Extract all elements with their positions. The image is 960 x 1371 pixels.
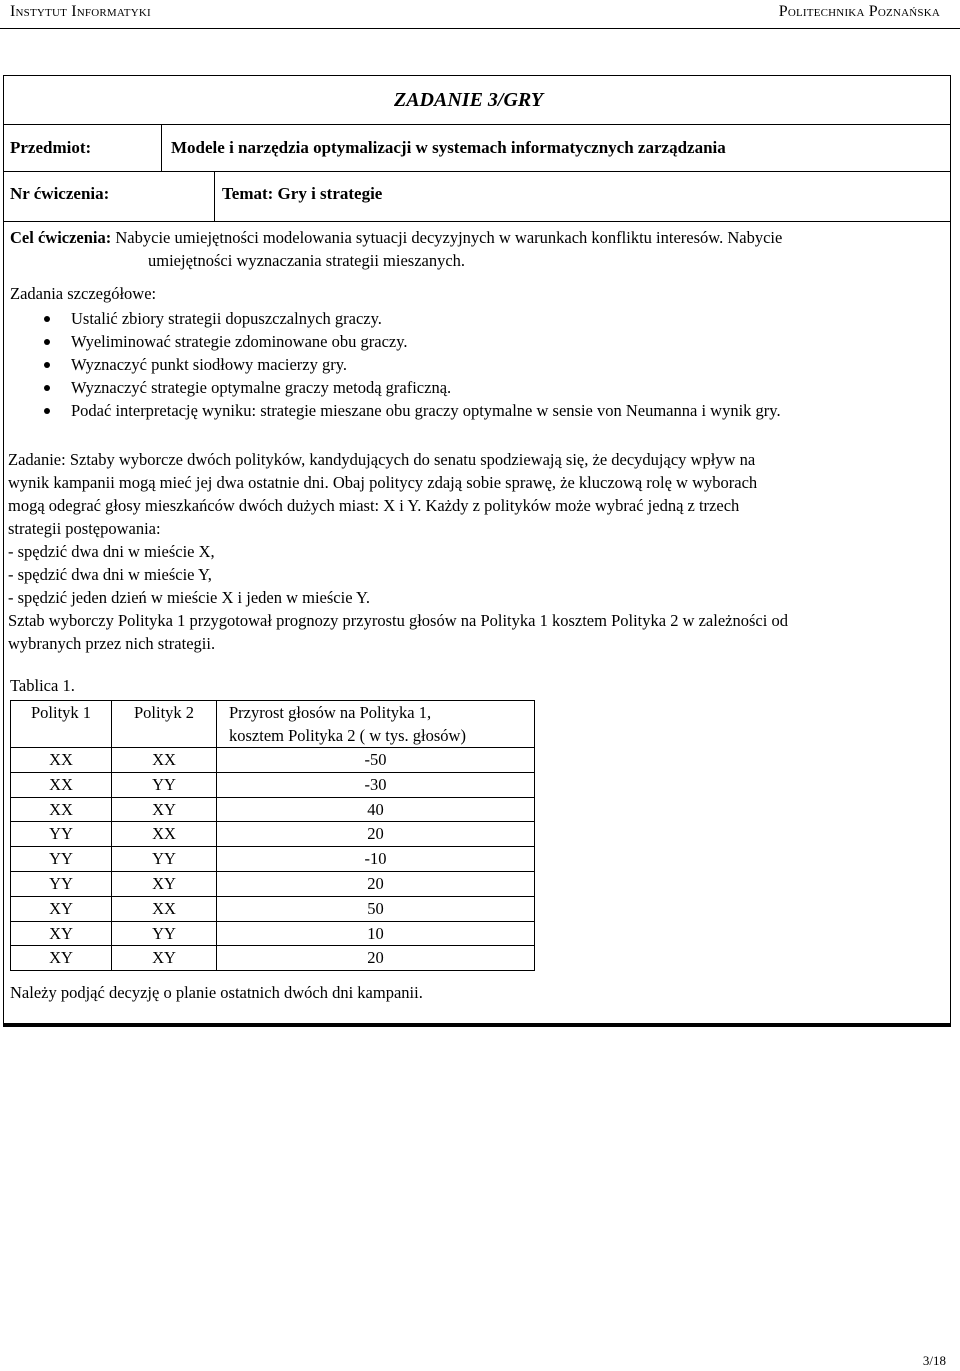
table-row: YY XY 20 xyxy=(11,871,535,896)
topic-value: Temat: Gry i strategie xyxy=(222,184,383,203)
details-list xyxy=(44,307,781,422)
exercise-row xyxy=(4,171,950,222)
column-header-player2: Polityk 2 xyxy=(112,701,217,748)
column-divider xyxy=(161,124,162,171)
table-row: XX XY 40 xyxy=(11,797,535,822)
task-line: strategii postępowania: xyxy=(8,519,161,538)
subject-row xyxy=(4,124,950,172)
closing-instruction: Należy podjąć decyzję o planie ostatnich dwóch dni kampanii. xyxy=(10,983,423,1002)
page-header xyxy=(0,0,960,30)
task-line: Zadanie: Sztaby wyborcze dwóch polityków, kandydujących do senatu spodziewają się, że decydujący wpływ na xyxy=(8,450,756,469)
task-line: - spędzić jeden dzień w mieście X i jeden w mieście Y. xyxy=(8,588,370,607)
column-header-gain: Przyrost głosów na Polityka 1, kosztem Polityka 2 ( w tys. głosów) xyxy=(217,701,535,748)
table-caption: Tablica 1. xyxy=(10,676,75,695)
table-row: XX YY -30 xyxy=(11,772,535,797)
table-row: XY XY 20 xyxy=(11,946,535,971)
payoff-table xyxy=(10,700,535,971)
list-item: Wyeliminować strategie zdominowane obu graczy. xyxy=(44,330,781,353)
task-line: - spędzić dwa dni w mieście X, xyxy=(8,542,215,561)
task-line: wybranych przez nich strategii. xyxy=(8,634,216,653)
university-name: Politechnika Poznańska xyxy=(778,3,940,20)
details-heading: Zadania szczegółowe: xyxy=(10,284,157,303)
bullet-icon xyxy=(44,339,50,345)
table-row: XY YY 10 xyxy=(11,921,535,946)
list-item: Ustalić zbiory strategii dopuszczalnych graczy. xyxy=(44,307,781,330)
bullet-icon xyxy=(44,316,50,322)
task-description xyxy=(8,448,946,655)
subject-value: Modele i narzędzia optymalizacji w systemach informatycznych zarządzania xyxy=(171,138,726,157)
goal-line-1 xyxy=(10,228,782,248)
bullet-icon xyxy=(44,362,50,368)
task-line: mogą odegrać głosy mieszkańców dwóch dużych miast: X i Y. Każdy z polityków może wybrać jedną z trzech xyxy=(8,496,740,515)
column-divider xyxy=(214,171,215,221)
task-line: Sztab wyborczy Polityka 1 przygotował prognozy przyrostu głosów na Polityka 1 kosztem Polityka 2 w zależności od xyxy=(8,611,788,630)
list-item: Wyznaczyć strategie optymalne graczy metodą graficzną. xyxy=(44,376,781,399)
column-header-player1: Polityk 1 xyxy=(11,701,112,748)
assignment-title: ZADANIE 3/GRY xyxy=(394,89,544,111)
table-header-row xyxy=(11,701,535,748)
task-line: wynik kampanii mogą mieć jej dwa ostatnie dni. Obaj politycy zdają sobie sprawę, że kluczową rolę w wyborach xyxy=(8,473,758,492)
institute-name: Instytut Informatyki xyxy=(10,3,151,20)
exercise-label: Nr ćwiczenia: xyxy=(10,184,110,203)
bullet-icon xyxy=(44,385,50,391)
header-divider xyxy=(0,28,960,29)
page-number: 3/18 xyxy=(922,1353,946,1368)
table-row: YY XX 20 xyxy=(11,822,535,847)
bullet-icon xyxy=(44,408,50,414)
goal-text-2: umiejętności wyznaczania strategii mieszanych. xyxy=(148,251,466,270)
list-item: Podać interpretację wyniku: strategie mieszane obu graczy optymalne w sensie von Neumanna i wynik gry. xyxy=(44,399,781,422)
table-row: YY YY -10 xyxy=(11,847,535,872)
subject-label: Przedmiot: xyxy=(10,138,92,157)
table-row: XX XX -50 xyxy=(11,748,535,773)
title-row xyxy=(4,76,950,125)
table-row: XY XX 50 xyxy=(11,896,535,921)
list-item: Wyznaczyć punkt siodłowy macierzy gry. xyxy=(44,353,781,376)
goal-label: Cel ćwiczenia: xyxy=(10,228,112,247)
goal-text-1: Nabycie umiejętności modelowania sytuacji decyzyjnych w warunkach konfliktu interesów. Nabycie xyxy=(115,228,783,247)
task-line: - spędzić dwa dni w mieście Y, xyxy=(8,565,212,584)
